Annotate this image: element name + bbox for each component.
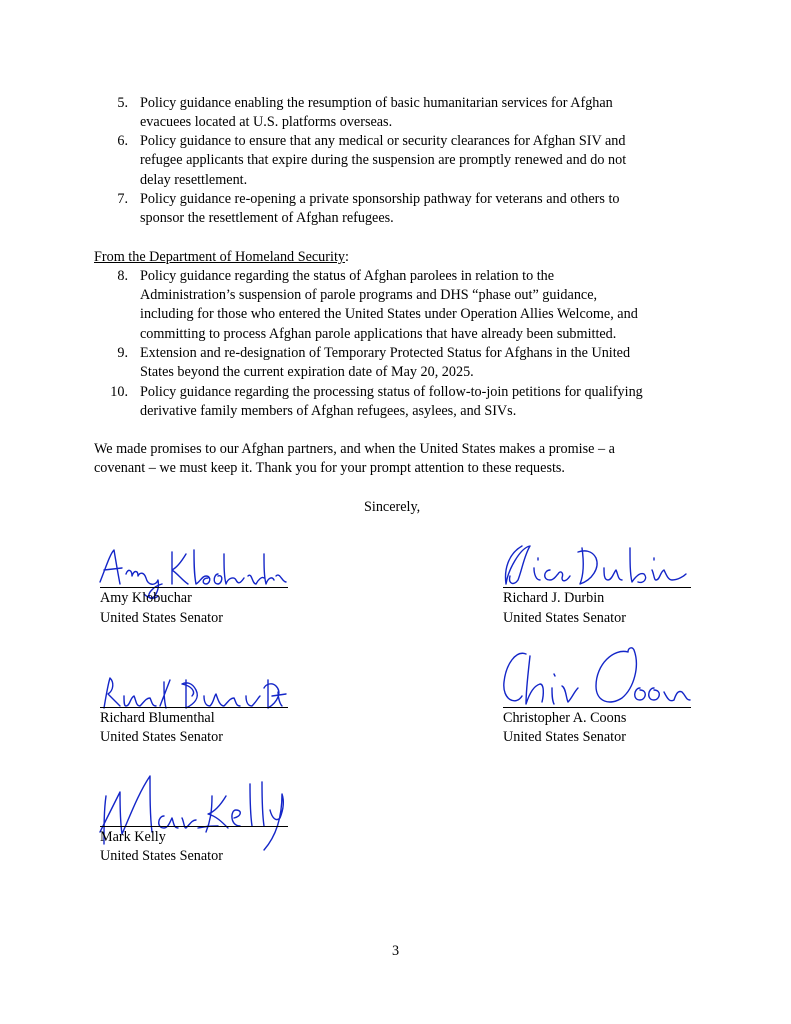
- signatory-title: United States Senator: [100, 848, 223, 864]
- list-item-line: Administration’s suspension of parole programs and DHS “phase out” guidance,: [140, 287, 598, 303]
- list-item-line: sponsor the resettlement of Afghan refugees.: [140, 210, 394, 226]
- signature-line: [100, 707, 288, 708]
- signature-line: [100, 587, 288, 588]
- signatory-name: Richard Blumenthal: [100, 710, 215, 726]
- list-number: 10.: [110, 384, 128, 400]
- list-number: 7.: [117, 191, 128, 207]
- signature-durbin: [500, 540, 692, 590]
- list-item-line: Policy guidance re-opening a private sponsorship pathway for veterans and others to: [140, 191, 620, 207]
- list-item-line: delay resettlement.: [140, 172, 248, 188]
- signatory-name: Richard J. Durbin: [503, 590, 605, 606]
- list-item-line: committing to process Afghan parole applications that have already been submitted.: [140, 326, 617, 342]
- list-number: 8.: [117, 268, 128, 284]
- list-number: 6.: [117, 133, 128, 149]
- signatory-name: Amy Klobuchar: [100, 590, 192, 606]
- list-number: 5.: [117, 95, 128, 111]
- section-heading: [94, 248, 349, 267]
- list-item-line: Policy guidance regarding the status of Afghan parolees in relation to the: [140, 268, 555, 284]
- list-number: 9.: [117, 345, 128, 361]
- section-heading-text: From the Department of Homeland Security: [94, 249, 345, 265]
- signatory-title: United States Senator: [503, 610, 626, 626]
- signature-line: [100, 826, 288, 827]
- list-item-line: Policy guidance to ensure that any medical or security clearances for Afghan SIV and: [140, 133, 626, 149]
- list-item-line: Policy guidance regarding the processing status of follow-to-join petitions for qualifying: [140, 384, 643, 400]
- signature-blumenthal: [96, 672, 292, 712]
- signatory-name: Christopher A. Coons: [503, 710, 627, 726]
- list-item-line: refugee applicants that expire during the suspension are promptly renewed and do not: [140, 152, 627, 168]
- signatory-title: United States Senator: [100, 729, 223, 745]
- signatory-name: Mark Kelly: [100, 829, 166, 845]
- signature-line: [503, 707, 691, 708]
- closing-paragraph-line: We made promises to our Afghan partners, and when the United States makes a promise – a: [94, 441, 615, 457]
- list-item-line: including for those who entered the United States under Operation Allies Welcome, and: [140, 306, 638, 322]
- list-item-line: Policy guidance enabling the resumption of basic humanitarian services for Afghan: [140, 95, 613, 111]
- closing-paragraph-line: covenant – we must keep it. Thank you for your prompt attention to these requests.: [94, 460, 565, 476]
- signoff: Sincerely,: [364, 499, 421, 515]
- signature-coons: [500, 644, 692, 712]
- list-item-line: States beyond the current expiration date of May 20, 2025.: [140, 364, 474, 380]
- signatory-title: United States Senator: [100, 610, 223, 626]
- list-item-line: evacuees located at U.S. platforms overseas.: [140, 114, 393, 130]
- section-heading-colon: :: [344, 249, 349, 265]
- signatory-title: United States Senator: [503, 729, 626, 745]
- page-number: 3: [391, 943, 400, 959]
- list-item-line: derivative family members of Afghan refugees, asylees, and SIVs.: [140, 403, 517, 419]
- signature-line: [503, 587, 691, 588]
- list-item-line: Extension and re-designation of Temporary Protected Status for Afghans in the United: [140, 345, 631, 361]
